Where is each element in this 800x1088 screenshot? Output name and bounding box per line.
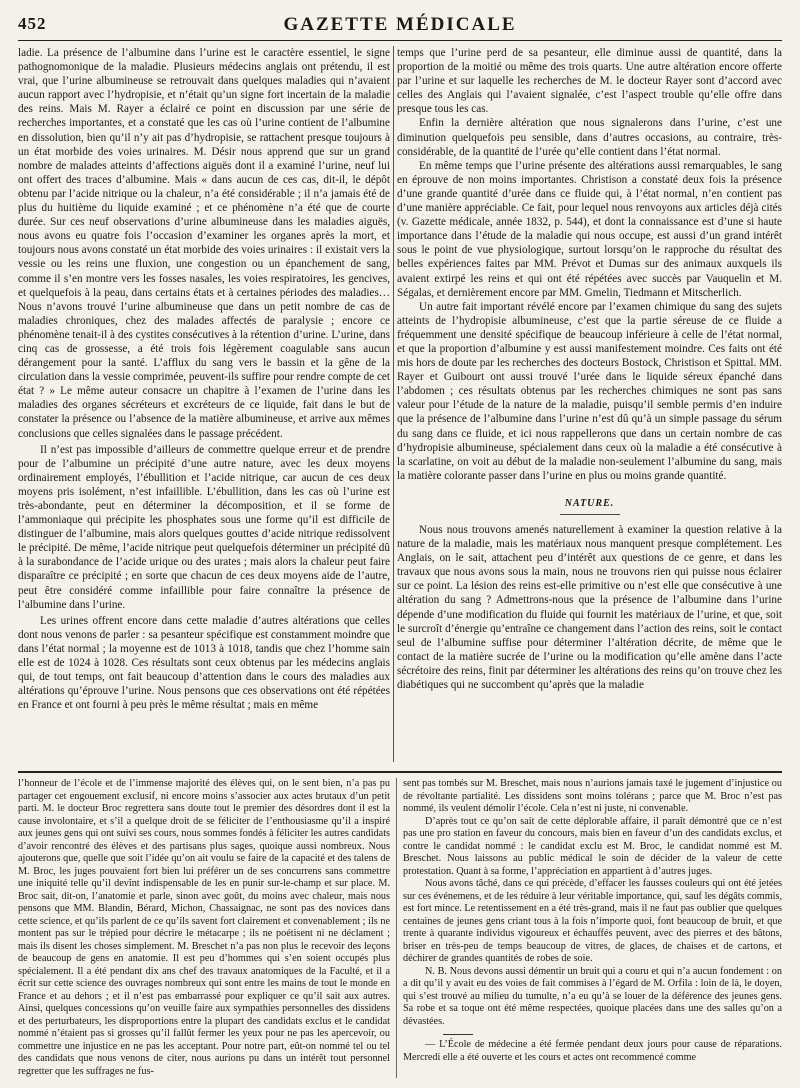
paragraph: temps que l’urine perd de sa pesanteur, elle diminue aussi de quantité, dans la proportion de la moitié ou même des trois quarts. Une autre altération encore offerte par l’urine et sur laquelle les recherches de M. le docteur Rayer sont d’accord avec celles des Anglais qui l’avaient signalée, c’est l’aspect trouble qu’elle offre dans presque tous les cas. [397, 47, 782, 116]
paragraph: Les urines offrent encore dans cette maladie d’autres altérations que celles dont nous venons de parler : sa pesanteur spécifique est constamment moindre que dans l’état normal ; la moyenne est de 1013 à 1018, tandis que chez l’homme sain elle est de 1024 à 1028. Ces résultats sont ceux obtenus par les médecins anglais qui, de tout temps, ont fait beaucoup d’attention dans le cours des maladies aux altérations qu’éprouve l’urine. Nous pensons que ces observations ont été répétées en France et ont fourni à peu près le même résultat ; mais en même [18, 614, 390, 712]
header-rule [18, 40, 782, 41]
paragraph: Il n’est pas impossible d’ailleurs de commettre quelque erreur et de prendre pour de l’albumine un précipité d’une autre nature, avec les deux moyens ordinairement employés, l’ébullition et l’acide nitrique, car aucun de ces deux moyens pris isolément, n’est infaillible. L’ébullition, dans les cas où l’urine est très-abondante, peut en déterminer la décomposition, et il se forme de l’ammoniaque qui précipite les phosphates sous une forme qu’il est difficile de distinguer de l’albumine, mais alors quelques gouttes d’acide nitrique redissolvent le précipité. De même, l’acide nitrique peut quelquefois déterminer un précipité dû à la surabondance de l’acide urique ou des urates ; mais alors la chaleur peut faire disparaître ce précipité ; en sorte que chacun de ces deux moyens aide de l’autre, peut être considéré comme infaillible pour faire connaître la présence de l’albumine dans l’urine. [18, 443, 390, 611]
paragraph: Un autre fait important révélé encore par l’examen chimique du sang des sujets atteints de l’hydropisie albumineuse, c’est que la partie séreuse de ce fluide a fréquemment une densité spécifique de beaucoup inférieure à celle de l’état normal, et que la proportion d’albumine y est aussi manifestement moindre. Ces faits ont été mis hors de doute par les recherches des docteurs Bostock, Christison et Spittal. MM. Rayer et Guibourt ont aussi trouvé l’urée dans le liquide séreux épanché dans l’abdomen ; ces résultats obtenus par les recherches chimiques ne sont pas sans valeur pour l’étude de la nature de la maladie, puisqu’il semble permis d’en induire que la présence de l’albumine dans l’urine n’est dû qu’à un simple passage du sérum du sang dans ce fluide, et ici nous rappellerons que dans un certain nombre de cas d’hydropisie albumineuse, spécialement dans ceux où la maladie a été consécutive à la scarlatine, on voit au début de la maladie non-seulement l’albumine du sang, mais la matière colorante passer dans l’urine en plus ou moins grande quantité. [397, 300, 782, 482]
journal-title: GAZETTE MÉDICALE [283, 14, 517, 35]
section-heading: NATURE. [564, 497, 615, 509]
paragraph: Nous avons tâché, dans ce qui précède, d’effacer les fausses couleurs qui ont été jetées sur ces événemens, et de les réduire à leur véritable importance, qui, sauf les dégâts commis, est fort mince. Le retentissement en a été très-grand, mais il ne faut pas oublier que quelques centaines de jeunes gens criant tous à la fois n’importe quoi, font beaucoup de bruit, et que trente à quarante individus vigoureux et échauffés peuvent, avec des pierres et des bâtons, briser en très-peu de temps beaucoup de vitres, de glaces, de chaises et de cartons, et déchirer de grandes quantités de robes de soie. [403, 878, 782, 964]
left-column [18, 46, 390, 764]
feuilleton-rule [18, 771, 782, 773]
page-header [18, 14, 782, 36]
paragraph: sent pas tombés sur M. Breschet, mais nous n’aurions jamais taxé le jugement d’injustice ou de révoltante partialité. Les dissidens sont moins tolérans ; parce que M. Broc n’est pas nommé, ils veulent démolir l’école. Cela n’est ni juste, ni convenable. [403, 778, 782, 814]
page-number: 452 [18, 14, 47, 33]
paragraph: Nous nous trouvons amenés naturellement à examiner la question relative à la nature de la maladie, mais les matériaux nous manquent presque complétement. Les Anglais, on le sait, attachent peu d’intérêt aux questions de ce genre, et dans les travaux que nous avons sous la main, nous ne trouvons rien qui puisse nous éclairer sur ce point. La lésion des reins est-elle primitive ou n’est elle que consécutive à une altération du sang ? Admettrons-nous que la présence de l’albumine dans l’urine dépende d’une modification du fluide qui fournit les matériaux de l’urine, et que, soit le surcroît d’énergie qu’entraîne ce changement dans l’action des reins, soit le contact seul de l’albumine suffise pour déterminer l’altération décrite, de même que le contact de la matière sucrée de l’urine ou la modification qu’elle amène dans l’acte sécrétoire des reins, finit par déterminer les altérations des reins qu’on trouve chez les diabétiques qui ne succombent qu’après que la maladie [397, 524, 782, 692]
paragraph: D’après tout ce qu’on sait de cette déplorable affaire, il paraît démontré que ce n’est pas une pro station en faveur du concours, mais bien en faveur d’un des candidats exclus, et contre le candidat nommé : le candidat exclu est M. Broc, le candidat nommé est M. Breschet. Nous laissons au public médical le soin de décider de la valeur de cette protestation. Quant à sa forme, l’appréciation en appartient à d’autres juges. [403, 815, 782, 877]
news-paragraph: — L’École de médecine a été fermée pendant deux jours pour cause de réparations. Mercredi elle a été ouverte et les cours et actes ont recommencé comme [403, 1039, 782, 1063]
column-divider [393, 46, 394, 762]
paragraph: ladie. La présence de l’albumine dans l’urine est le caractère essentiel, le signe pathognomonique de la maladie. Plusieurs médecins anglais ont prétendu, il est vrai, que l’urine albumineuse se retrouvait dans quelques maladies qui n’avaient aucun rapport avec l’hydropisie, et n’était qu’un signe fort incertain de la maladie des reins. Mais M. Rayer a éclairé ce point en discussion par une série de recherches importantes, et a constaté que les cas où l’urine contient de l’albumine en dissolution, bien qu’il n’y ait pas d’hydropisie, se rattachent presque toujours à un état morbide des voies urinaires. M. Désir nous apprend que sur un grand nombre de malades atteints d’affections aiguës dont il a examiné l’urine, neuf lui ont offert des traces d’albumine. Mais « dans aucun de ces cas, dit-il, le dépôt obtenu par l’acide nitrique ou la chaleur, n’a été considérable ; il n’a jamais été de plus du huitième du liquide examiné ; et ce phénomène n’a été que de courte durée. Sur ces neuf observations d’urine albumineuse dans les maladies aiguës, nous avons eu quatre fois l’occasion d’examiner les organes après la mort, et toujours nous avons constaté un état morbide des voies urinaires : il existait vers la vessie ou les reins une fluxion, une congestion ou un épanchement de sang, comme il s’en montre vers les fosses nasales, les voies respiratoires, les gencives, et quelquefois à la peau, dans certains états et à certaines périodes des maladies… Nous n’avons trouvé l’urine albumineuse que dans un petit nombre de cas de maladies chroniques, chez des malades affectés de paralysie ; encore ce phénomène tenait-il à des cystites consécutives à la rétention d’urine. L’urine, dans cinq cas de grossesse, a été trois fois légèrement coagulable sans aucun dérangement pour la santé. L’afflux du sang vers le bassin et la gêne de la circulation dans la vessie comprimée, peuvent-ils suffire pour rendre compte de cet état ? » Le même auteur consacre un chapitre à l’examen de l’urine dans les maladies des organes sécréteurs et excréteurs de ce liquide, fait dans le but de constater la présence ou l’absence de la matière albumineuse, et arrive aux mêmes conclusions que celles signalées dans le passage précédent. [18, 47, 390, 440]
note-paragraph: N. B. Nous devons aussi démentir un bruit qui a couru et qui n’a aucun fondement : on a dit qu’il y avait eu des voies de fait commises à l’égard de M. Orfila : loin de là, le doyen, qui s’est trouvé au milieu du tumulte, n’a eu qu’à se louer de la déférence des jeunes gens. Sa robe et sa toque ont été même respectées, quoique placées dans une des salles qu’on a dévastées. [403, 965, 782, 1027]
paragraph: Enfin la dernière altération que nous signalerons dans l’urine, c’est une diminution quelquefois peu sensible, dans d’autres occasions, au contraire, très-considérable, de la quantité de l’urée qu’elle contient dans l’état normal. [397, 117, 782, 158]
feuilleton-column-divider [396, 778, 397, 1078]
feuilleton-right-column [403, 778, 782, 1080]
note-rule [443, 1034, 473, 1035]
right-column [397, 46, 782, 764]
paragraph: En même temps que l’urine présente des altérations aussi remarquables, le sang en éprouve de non moins importantes. Christison a constaté deux fois la présence d’une grande quantité d’urée dans ce fluide qui, à l’état normal, n’en contient pas d’une manière appréciable. Ce fait, pour lequel nous renvoyons aux articles déjà cités (v. Gazette médicale, année 1832, p. 544), et dont la connaissance est d’une si haute importance dans l’étude de la maladie qui nous occupe, est aussi d’un grand intérêt sous le point de vue physiologique, surtout lorsqu’on le rapproche du résultat des belles expériences faites par MM. Prévot et Dumas sur des animaux auxquels ils avaient extirpé les reins et qui ont été répétées avec succès par Vauquelin et M. Ségalas, et dernièrement encore par MM. Gmelin, Tiedmann et Mitscherlich. [397, 159, 782, 299]
feuilleton-left-column [18, 778, 390, 1080]
heading-rule [560, 514, 620, 515]
paragraph: l’honneur de l’école et de l’immense majorité des élèves qui, on le sent bien, n’a pas pu partager cet engouement exclusif, ni encore moins s’associer aux actes brutaux d’un petit parti. M. le docteur Broc regrettera sans doute tout le premier des désordres dont il est la cause involontaire, et s’il a quelque droit de se féliciter de l’enthousiasme qu’il a inspiré aux jeunes gens qui ont suivi ses cours, nous sommes fondés à féliciter les autres candidats d’avoir rencontré des élèves et des partisans plus sages, quoique aussi nombreux. Nous ajouterons que, quelle que soit l’idée qu’on ait voulu se faire de la capacité et des talens de M. Broc, les juges pouvaient fort bien lui préférer un de ses concurrens sans commettre une iniquité telle qu’il devînt indispensable de les en punir sur-le-champ et sur place. M. Broc sait, dit-on, l’anatomie et parle, sinon avec goût, du moins avec chaleur, mais nous pensons que MM. Blandin, Bérard, Michon, Chassaignac, ne sont pas des novices dans cette science, et qu’ils parlent de ce qu’ils savent fort clairement et convenablement ; ils ne montent pas sur le trépied pour décrire le métacarpe ; ils ne poétisent ni ne déclament ; mais ils disent les choses simplement. M. Breschet n’a pas non plus le recevoir des leçons de beaucoup de gens en anatomie. Il est peu d’hommes qui s’en soient occupés plus spécialement. Il a été pendant dix ans chef des travaux anatomiques de la Faculté, et il a écrit sur cette science des ouvrages nombreux qui sont entre les mains de tout le monde en France et au dehors ; et il n’est pas embarrassé pour expliquer ce qu’il sait aux autres. Ainsi, quelques concessions qu’on veuille faire aux sympathies personnelles des dissidens et des perturbateurs, les disproportions entre la plupart des candidats exclus et le candidat nommé n’étaient pas si grosses qu’il fallût fermer les yeux pour ne pas les apercevoir, ou commettre une injustice en ne pas les acceptant. Pour notre part, eût-on nommé tel ou tel des candidats que nous venons de citer, nous aurions pu dans un intérêt tout personnel regretter que les suffrages ne fus- [18, 778, 390, 1077]
